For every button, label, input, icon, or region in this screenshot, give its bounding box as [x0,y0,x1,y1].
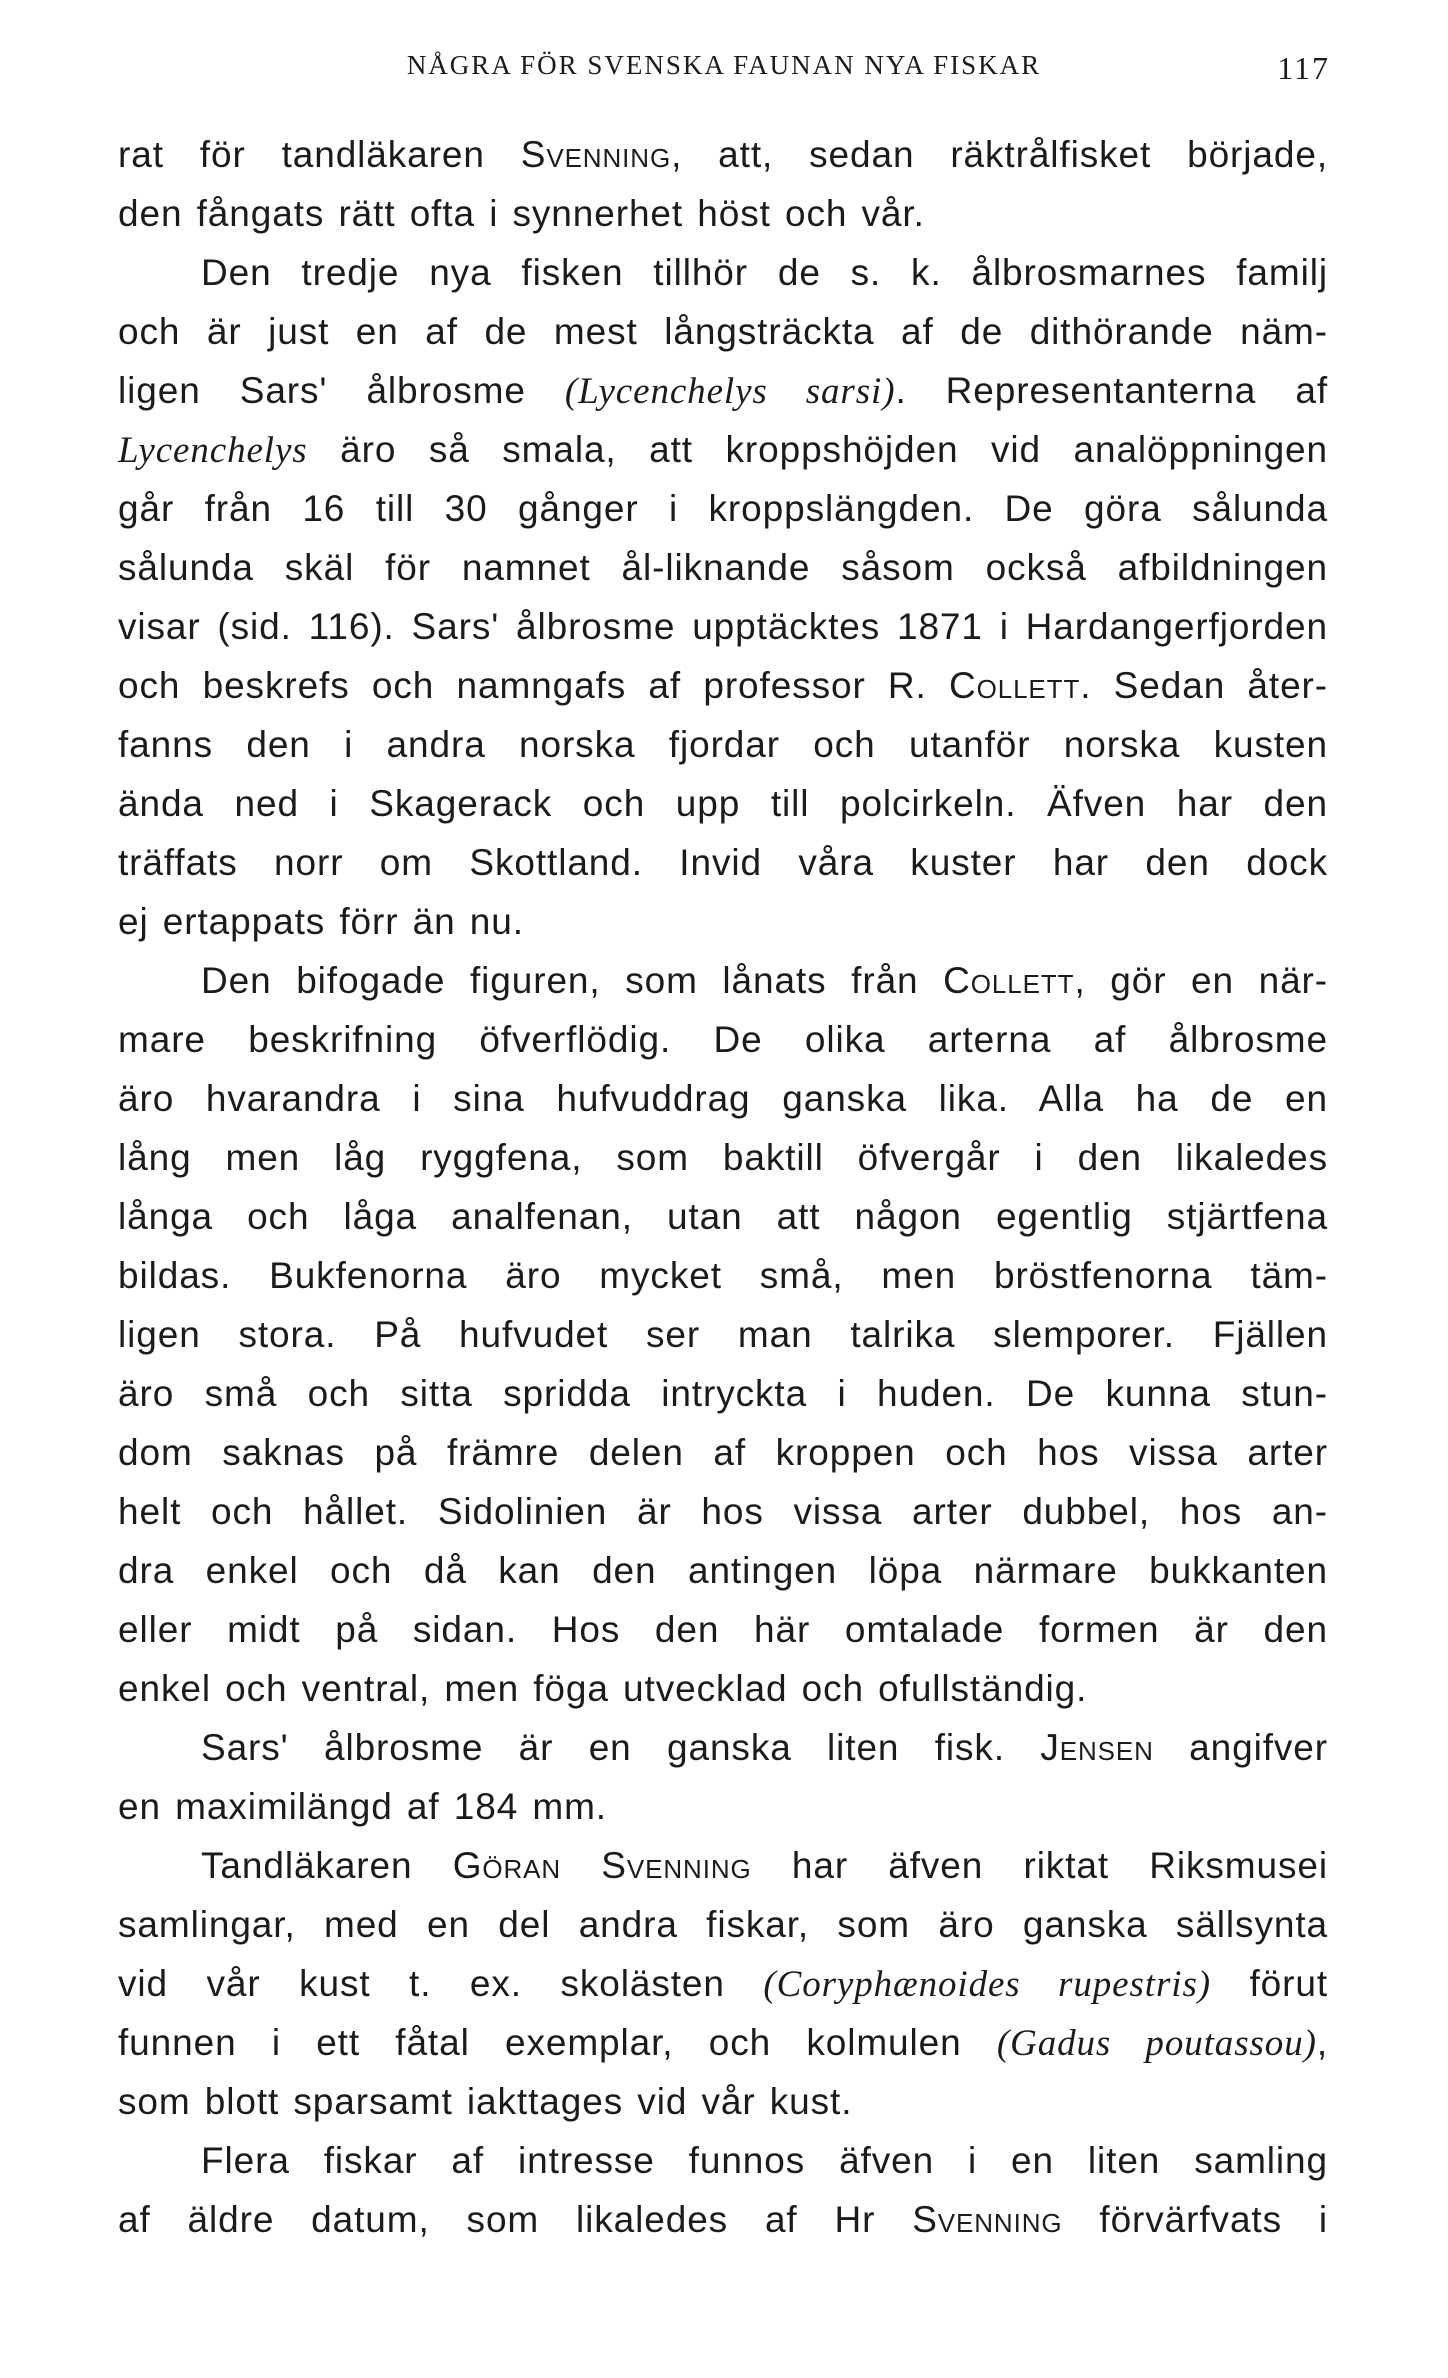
text-line [118,1541,1328,1600]
text-line [118,1954,1328,2013]
text-line [118,420,1328,479]
small-caps-name: Jensen [1040,1727,1154,1768]
small-caps-name: Svenning [520,134,672,175]
text-line [118,361,1328,420]
text-line [118,1364,1328,1423]
text-segment: funnen i ett fåtal exemplar, och kolmulen [118,2022,997,2063]
text-segment: har äfven riktat Riksmusei [751,1845,1328,1886]
text-segment: . Sedan åter- [1080,665,1328,706]
text-segment: vid vår kust t. ex. skolästen [118,1963,764,2004]
text-segment: går från 16 till 30 gånger i kroppslängden. De göra sålunda [118,488,1328,529]
text-segment: helt och hållet. Sidolinien är hos vissa arter dubbel, hos an- [118,1491,1328,1532]
text-segment: långa och låga analfenan, utan att någon egentlig stjärtfena [118,1196,1328,1237]
text-segment: ligen stora. På hufvudet ser man talrika slemporer. Fjällen [118,1314,1328,1355]
text-line [118,125,1328,184]
text-line [118,1187,1328,1246]
text-line [118,2013,1328,2072]
text-segment: eller midt på sidan. Hos den här omtalade formen är den [118,1609,1328,1650]
text-line [118,1836,1328,1895]
text-segment: en maximilängd af 184 mm. [118,1786,607,1827]
text-line [118,1482,1328,1541]
text-segment: förut [1210,1963,1329,2004]
text-segment: bildas. Bukfenorna äro mycket små, men bröstfenorna täm- [118,1255,1328,1296]
text-line [118,243,1328,302]
italic-text: Lycenchelys [118,430,308,471]
text-segment: och är just en af de mest långsträckta af de dithörande näm- [118,311,1328,352]
text-segment: äro små och sitta spridda intryckta i huden. De kunna stun- [118,1373,1328,1414]
italic-text: (Coryphænoides rupestris) [763,1964,1211,2005]
text-segment: mare beskrifning öfverflödig. De olika arterna af ålbrosme [118,1019,1328,1060]
text-segment: dra enkel och då kan den antingen löpa närmare bukkanten [118,1550,1328,1591]
body-text [118,125,1328,2249]
text-segment: ej ertappats förr än nu. [118,901,524,942]
text-segment: sålunda skäl för namnet ål-liknande såsom också afbildningen [118,547,1328,588]
text-line [118,1659,1328,1718]
text-line [118,597,1328,656]
text-segment: Flera fiskar af intresse funnos äfven i en liten samling [201,2140,1328,2181]
small-caps-name: Collett [948,665,1081,706]
text-segment: angifver [1153,1727,1329,1768]
text-line [118,302,1328,361]
text-line [118,774,1328,833]
text-line [118,479,1328,538]
small-caps-name: Svenning [912,2199,1063,2240]
text-line [118,1010,1328,1069]
text-line [118,715,1328,774]
text-line [118,538,1328,597]
text-segment: , att, sedan räktrålfisket började, [671,134,1328,175]
text-segment: lång men låg ryggfena, som baktill öfvergår i den likaledes [118,1137,1328,1178]
text-segment: ligen Sars' ålbrosme [118,370,565,411]
text-segment: fanns den i andra norska fjordar och utanför norska kusten [118,724,1328,765]
text-segment: den fångats rätt ofta i synnerhet höst och vår. [118,193,925,234]
running-title: NÅGRA FÖR SVENSKA FAUNAN NYA FISKAR [406,50,1042,80]
text-segment: . Representanterna af [895,370,1328,411]
text-segment: , gör en när- [1074,960,1328,1001]
text-line [118,2072,1328,2131]
text-segment: som blott sparsamt iakttages vid vår kust. [118,2081,853,2122]
text-line [118,2190,1328,2249]
text-line [118,2131,1328,2190]
text-line [118,951,1328,1010]
running-head [0,50,1448,90]
italic-text: (Gadus poutassou) [996,2023,1317,2064]
small-caps-name: Göran Svenning [452,1845,752,1886]
text-line [118,1069,1328,1128]
italic-text: (Lycenchelys sarsi) [564,371,896,412]
text-line [118,1895,1328,1954]
text-line [118,656,1328,715]
small-caps-name: Collett [943,960,1075,1001]
text-segment: Den bifogade figuren, som lånats från [201,960,944,1001]
text-line [118,1777,1328,1836]
text-segment: förvärfvats i [1062,2199,1328,2240]
text-line [118,1305,1328,1364]
text-segment: Tandläkaren [201,1845,453,1886]
text-segment: visar (sid. 116). Sars' ålbrosme upptäcktes 1871 i Hardangerfjorden [118,606,1328,647]
text-line [118,1600,1328,1659]
text-segment: Sars' ålbrosme är en ganska liten fisk. [201,1727,1041,1768]
text-segment: äro så smala, att kroppshöjden vid analöppningen [307,429,1328,470]
text-segment: samlingar, med en del andra fiskar, som äro ganska sällsynta [118,1904,1328,1945]
text-line [118,833,1328,892]
text-line [118,1128,1328,1187]
text-segment: träffats norr om Skottland. Invid våra kuster har den dock [118,842,1328,883]
text-segment: ända ned i Skagerack och upp till polcirkeln. Äfven har den [118,783,1328,824]
text-segment: enkel och ventral, men föga utvecklad och ofullständig. [118,1668,1088,1709]
page-number: 117 [1277,50,1330,86]
text-line [118,1423,1328,1482]
text-line [118,1718,1328,1777]
text-segment: dom saknas på främre delen af kroppen och hos vissa arter [118,1432,1328,1473]
text-line [118,1246,1328,1305]
text-segment: af äldre datum, som likaledes af Hr [118,2199,913,2240]
text-segment: , [1316,2022,1329,2063]
text-segment: Den tredje nya fisken tillhör de s. k. ålbrosmarnes familj [201,252,1328,293]
text-line [118,892,1328,951]
text-segment: rat för tandläkaren [118,134,521,175]
text-segment: äro hvarandra i sina hufvuddrag ganska lika. Alla ha de en [118,1078,1328,1119]
text-segment: och beskrefs och namngafs af professor R. [118,665,949,706]
text-line [118,184,1328,243]
